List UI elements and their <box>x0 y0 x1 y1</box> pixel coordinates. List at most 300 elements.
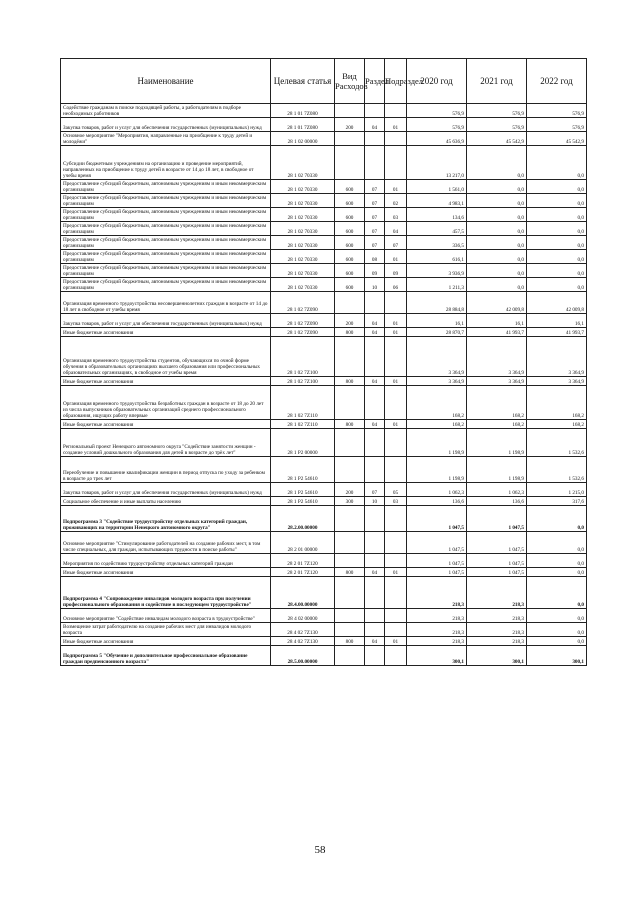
row-code: 28 1 02 7Z110 <box>271 386 335 420</box>
row-value-2020: 616,1 <box>407 250 467 264</box>
row-section: 04 <box>365 420 385 429</box>
row-value-2022: 3 364,9 <box>527 337 587 377</box>
row-value-2020: 168,2 <box>407 420 467 429</box>
row-code: 28 1 P2 00000 <box>271 429 335 457</box>
table-row <box>61 623 587 637</box>
row-value-2022: 168,2 <box>527 420 587 429</box>
row-code: 28 1 02 70330 <box>271 208 335 222</box>
row-section: 04 <box>365 118 385 132</box>
row-subsection <box>385 292 407 314</box>
row-code: 28 1 02 70330 <box>271 250 335 264</box>
row-value-2021: 3 364,9 <box>467 377 527 386</box>
row-value-2021: 0,0 <box>467 264 527 278</box>
row-value-2020: 3 364,9 <box>407 337 467 377</box>
row-value-2021: 576,9 <box>467 104 527 118</box>
row-section: 04 <box>365 377 385 386</box>
row-section <box>365 429 385 457</box>
row-section <box>365 532 385 554</box>
row-value-2020: 218,3 <box>407 609 467 623</box>
row-subsection <box>385 429 407 457</box>
row-section: 07 <box>365 483 385 497</box>
row-subsection <box>385 609 407 623</box>
row-value-2020: 168,2 <box>407 386 467 420</box>
row-subsection: 03 <box>385 208 407 222</box>
row-type: 300 <box>335 497 365 506</box>
row-subsection: 01 <box>385 637 407 646</box>
row-name: Предоставление субсидий бюджетным, автономным учреждениям и иным некоммерческим организациям <box>61 194 271 208</box>
row-code: 28 1 01 7Z080 <box>271 104 335 118</box>
row-value-2020: 1 062,3 <box>407 483 467 497</box>
row-code: 28 1 02 70330 <box>271 236 335 250</box>
row-value-2020: 134,6 <box>407 208 467 222</box>
row-value-2021: 576,9 <box>467 118 527 132</box>
table-row <box>61 386 587 420</box>
row-name: Иные бюджетные ассигнования <box>61 328 271 337</box>
row-value-2021: 1 047,5 <box>467 532 527 554</box>
table-row <box>61 483 587 497</box>
row-value-2021: 1 047,5 <box>467 568 527 577</box>
row-subsection <box>385 623 407 637</box>
row-value-2021: 218,3 <box>467 623 527 637</box>
row-value-2021: 42 009,8 <box>467 292 527 314</box>
row-code: 28 4 02 7Z130 <box>271 637 335 646</box>
row-subsection: 01 <box>385 314 407 328</box>
row-value-2021: 1 047,5 <box>467 554 527 568</box>
row-subsection <box>385 337 407 377</box>
row-code: 28 1 02 7Z090 <box>271 292 335 314</box>
row-value-2021: 136,6 <box>467 497 527 506</box>
row-name: Подпрограмма 4 "Сопровождение инвалидов молодого возраста при получении профессионального образования и содействие в последующем трудоустройстве" <box>61 577 271 609</box>
row-code: 28 1 02 00000 <box>271 132 335 146</box>
table-row <box>61 278 587 292</box>
header-2020: 2020 год <box>407 59 467 104</box>
table-row <box>61 377 587 386</box>
row-value-2022: 1 532,6 <box>527 429 587 457</box>
row-value-2020: 336,5 <box>407 236 467 250</box>
row-name: Содействие гражданам в поиске подходящей работы, а работодателям в подборе необходимых работников <box>61 104 271 118</box>
table-row <box>61 577 587 609</box>
row-value-2021: 0,0 <box>467 180 527 194</box>
row-value-2021: 218,3 <box>467 577 527 609</box>
row-section <box>365 132 385 146</box>
row-type: 800 <box>335 328 365 337</box>
row-name: Организация временного трудоустройства несовершеннолетних граждан в возрасте от 14 до 18 лет в свободное от учебы время <box>61 292 271 314</box>
row-value-2022: 0,0 <box>527 250 587 264</box>
row-section: 07 <box>365 236 385 250</box>
row-type <box>335 429 365 457</box>
row-value-2020: 218,3 <box>407 623 467 637</box>
row-value-2020: 300,1 <box>407 646 467 666</box>
row-subsection: 01 <box>385 328 407 337</box>
row-section <box>365 457 385 483</box>
row-code: 28 4 02 00000 <box>271 609 335 623</box>
row-value-2021: 41 993,7 <box>467 328 527 337</box>
header-name: Наименование <box>61 59 271 104</box>
row-type: 800 <box>335 420 365 429</box>
row-value-2020: 1 047,5 <box>407 506 467 532</box>
row-code: 28 2 01 7Z120 <box>271 568 335 577</box>
row-value-2020: 1 211,3 <box>407 278 467 292</box>
row-name: Закупка товаров, работ и услуг для обеспечения государственных (муниципальных) нужд <box>61 118 271 132</box>
table-row <box>61 250 587 264</box>
row-name: Закупка товаров, работ и услуг для обеспечения государственных (муниципальных) нужд <box>61 483 271 497</box>
row-code: 28 1 02 70330 <box>271 264 335 278</box>
row-type <box>335 609 365 623</box>
row-type: 800 <box>335 637 365 646</box>
row-section <box>365 577 385 609</box>
row-value-2022: 576,9 <box>527 118 587 132</box>
row-value-2020: 16,1 <box>407 314 467 328</box>
row-value-2020: 218,3 <box>407 637 467 646</box>
row-value-2020: 28 884,8 <box>407 292 467 314</box>
header-subsection: Подраздел <box>385 59 407 104</box>
row-type: 600 <box>335 264 365 278</box>
row-type: 600 <box>335 236 365 250</box>
row-type: 600 <box>335 250 365 264</box>
row-subsection <box>385 506 407 532</box>
table-row <box>61 637 587 646</box>
row-value-2020: 1 561,0 <box>407 180 467 194</box>
row-section: 10 <box>365 497 385 506</box>
row-section: 09 <box>365 264 385 278</box>
row-section <box>365 292 385 314</box>
row-value-2020: 218,3 <box>407 577 467 609</box>
row-value-2022: 1 532,6 <box>527 457 587 483</box>
row-value-2022: 0,0 <box>527 236 587 250</box>
row-value-2021: 0,0 <box>467 236 527 250</box>
row-value-2021: 300,1 <box>467 646 527 666</box>
row-name: Иные бюджетные ассигнования <box>61 420 271 429</box>
row-value-2020: 28 870,7 <box>407 328 467 337</box>
row-code: 28 1 02 70330 <box>271 146 335 180</box>
row-code: 28.2.00.00000 <box>271 506 335 532</box>
row-value-2020: 45 636,9 <box>407 132 467 146</box>
row-code: 28 1 02 7Z100 <box>271 377 335 386</box>
row-value-2022: 0,0 <box>527 222 587 236</box>
table-row <box>61 429 587 457</box>
row-name: Переобучение и повышение квалификации женщин в период отпуска по уходу за ребенком в возрасте до трех лет <box>61 457 271 483</box>
row-value-2022: 0,0 <box>527 532 587 554</box>
row-value-2022: 0,0 <box>527 637 587 646</box>
row-type <box>335 554 365 568</box>
row-name: Основное мероприятие "Содействие инвалидам молодого возраста в трудоустройстве" <box>61 609 271 623</box>
row-value-2021: 218,3 <box>467 609 527 623</box>
row-value-2022: 168,2 <box>527 386 587 420</box>
table-row <box>61 146 587 180</box>
row-type <box>335 386 365 420</box>
row-name: Иные бюджетные ассигнования <box>61 377 271 386</box>
row-name: Возмещение затрат работодателю на создание рабочих мест для инвалидов молодого возраста <box>61 623 271 637</box>
row-subsection <box>385 132 407 146</box>
row-subsection <box>385 646 407 666</box>
row-value-2021: 1 198,9 <box>467 457 527 483</box>
row-section <box>365 646 385 666</box>
row-section: 04 <box>365 328 385 337</box>
row-value-2020: 13 217,0 <box>407 146 467 180</box>
row-type: 800 <box>335 377 365 386</box>
row-name: Организация временного трудоустройства студентов, обучающихся по очной форме обучения в образовательных организациях высшего образования или профессиональных образовательных организациях, в свободное от учебы время <box>61 337 271 377</box>
row-subsection <box>385 386 407 420</box>
row-name: Основное мероприятие "Мероприятия, направленные на приобщение к труду детей и молодёжи" <box>61 132 271 146</box>
header-2022: 2022 год <box>527 59 587 104</box>
row-value-2022: 0,0 <box>527 264 587 278</box>
table-row <box>61 194 587 208</box>
row-name: Предоставление субсидий бюджетным, автономным учреждениям и иным некоммерческим организациям <box>61 208 271 222</box>
table-row <box>61 292 587 314</box>
row-type <box>335 292 365 314</box>
table-row <box>61 208 587 222</box>
row-code: 28.4.00.00000 <box>271 577 335 609</box>
table-row <box>61 264 587 278</box>
row-subsection: 01 <box>385 180 407 194</box>
row-subsection: 01 <box>385 568 407 577</box>
row-name: Субсидии бюджетным учреждениям на организацию и проведение мероприятий, направленных на приобщение к труду детей в возрасте от 14 до 18 лет, в свободное от учебы время <box>61 146 271 180</box>
row-value-2021: 0,0 <box>467 194 527 208</box>
row-section: 04 <box>365 637 385 646</box>
row-section: 07 <box>365 194 385 208</box>
row-subsection: 07 <box>385 236 407 250</box>
row-section: 08 <box>365 250 385 264</box>
row-value-2022: 317,6 <box>527 497 587 506</box>
table-row <box>61 180 587 194</box>
row-section <box>365 623 385 637</box>
row-type <box>335 146 365 180</box>
row-code: 28 1 02 7Z090 <box>271 314 335 328</box>
row-value-2022: 0,0 <box>527 180 587 194</box>
table-row <box>61 236 587 250</box>
row-type <box>335 337 365 377</box>
row-value-2020: 1 047,5 <box>407 532 467 554</box>
row-value-2022: 1 215,0 <box>527 483 587 497</box>
row-subsection <box>385 146 407 180</box>
row-subsection: 02 <box>385 194 407 208</box>
budget-table-sheet <box>60 58 586 666</box>
row-name: Подпрограмма 3 "Содействие трудоустройству отдельных категорий граждан, проживающих на территории Ненецкого автономного округа" <box>61 506 271 532</box>
row-type: 600 <box>335 222 365 236</box>
row-section: 07 <box>365 180 385 194</box>
row-value-2022: 3 364,9 <box>527 377 587 386</box>
row-value-2022: 576,9 <box>527 104 587 118</box>
row-code: 28 2 01 00000 <box>271 532 335 554</box>
row-code: 28 1 02 70330 <box>271 222 335 236</box>
row-section <box>365 386 385 420</box>
row-code: 28 4 02 7Z130 <box>271 623 335 637</box>
row-subsection: 04 <box>385 222 407 236</box>
row-type: 600 <box>335 194 365 208</box>
row-value-2021: 1 062,3 <box>467 483 527 497</box>
row-name: Предоставление субсидий бюджетным, автономным учреждениям и иным некоммерческим организациям <box>61 180 271 194</box>
row-value-2020: 3 936,9 <box>407 264 467 278</box>
row-name: Основное мероприятие "Стимулирование работодателей на создание рабочих мест, в том числе специальных, для граждан, испытывающих трудности в поиске работы" <box>61 532 271 554</box>
row-subsection <box>385 457 407 483</box>
row-value-2021: 0,0 <box>467 250 527 264</box>
row-value-2022: 0,0 <box>527 623 587 637</box>
row-name: Предоставление субсидий бюджетным, автономным учреждениям и иным некоммерческим организациям <box>61 250 271 264</box>
row-code: 28 2 01 7Z120 <box>271 554 335 568</box>
row-value-2022: 0,0 <box>527 194 587 208</box>
row-value-2021: 0,0 <box>467 146 527 180</box>
row-section: 07 <box>365 222 385 236</box>
row-value-2022: 41 993,7 <box>527 328 587 337</box>
row-value-2021: 168,2 <box>467 420 527 429</box>
table-header-row <box>61 59 587 104</box>
row-value-2020: 457,5 <box>407 222 467 236</box>
row-type: 600 <box>335 208 365 222</box>
row-code: 28 1 P2 54610 <box>271 483 335 497</box>
row-section <box>365 554 385 568</box>
row-value-2021: 1 198,9 <box>467 429 527 457</box>
row-value-2021: 218,3 <box>467 637 527 646</box>
row-type: 600 <box>335 278 365 292</box>
row-subsection: 03 <box>385 497 407 506</box>
row-value-2021: 168,2 <box>467 386 527 420</box>
row-type: 800 <box>335 568 365 577</box>
table-row <box>61 554 587 568</box>
row-value-2020: 1 047,5 <box>407 554 467 568</box>
row-name: Предоставление субсидий бюджетным, автономным учреждениям и иным некоммерческим организациям <box>61 222 271 236</box>
row-value-2020: 576,9 <box>407 118 467 132</box>
row-name: Региональный проект Ненецкого автономного округа "Содействие занятости женщин - создание условий дошкольного образования для детей в возрасте до трёх лет" <box>61 429 271 457</box>
header-2021: 2021 год <box>467 59 527 104</box>
row-value-2020: 1 198,9 <box>407 457 467 483</box>
row-value-2022: 0,0 <box>527 554 587 568</box>
row-value-2021: 0,0 <box>467 222 527 236</box>
row-code: 28 1 P2 54610 <box>271 457 335 483</box>
table-body <box>61 104 587 666</box>
row-value-2022: 0,0 <box>527 568 587 577</box>
row-name: Предоставление субсидий бюджетным, автономным учреждениям и иным некоммерческим организациям <box>61 236 271 250</box>
row-type <box>335 623 365 637</box>
row-code: 28 1 02 7Z090 <box>271 328 335 337</box>
row-subsection <box>385 577 407 609</box>
row-value-2022: 45 542,9 <box>527 132 587 146</box>
table-row <box>61 532 587 554</box>
row-type <box>335 506 365 532</box>
row-name: Предоставление субсидий бюджетным, автономным учреждениям и иным некоммерческим организациям <box>61 278 271 292</box>
row-subsection: 01 <box>385 250 407 264</box>
row-name: Организация временного трудоустройства безработных граждан в возрасте от 18 до 20 лет из числа выпускников образовательных организаций среднего профессионального образования, ищущих работу впервые <box>61 386 271 420</box>
row-value-2022: 0,0 <box>527 577 587 609</box>
row-code: 28 1 02 70330 <box>271 180 335 194</box>
row-value-2022: 300,1 <box>527 646 587 666</box>
row-subsection: 01 <box>385 118 407 132</box>
row-type <box>335 646 365 666</box>
row-value-2022: 42 009,8 <box>527 292 587 314</box>
row-value-2020: 1 198,9 <box>407 429 467 457</box>
row-section <box>365 609 385 623</box>
row-code: 28 1 02 70330 <box>271 278 335 292</box>
row-value-2021: 0,0 <box>467 208 527 222</box>
row-code: 28.5.00.00000 <box>271 646 335 666</box>
row-subsection <box>385 554 407 568</box>
row-subsection: 01 <box>385 420 407 429</box>
row-subsection: 05 <box>385 483 407 497</box>
row-value-2020: 1 047,5 <box>407 568 467 577</box>
row-name: Иные бюджетные ассигнования <box>61 568 271 577</box>
row-value-2022: 0,0 <box>527 609 587 623</box>
row-type: 600 <box>335 180 365 194</box>
table-row <box>61 118 587 132</box>
row-section <box>365 506 385 532</box>
row-name: Закупка товаров, работ и услуг для обеспечения государственных (муниципальных) нужд <box>61 314 271 328</box>
row-value-2021: 1 047,5 <box>467 506 527 532</box>
row-value-2021: 45 542,9 <box>467 132 527 146</box>
row-type: 200 <box>335 314 365 328</box>
row-section <box>365 337 385 377</box>
row-value-2020: 576,9 <box>407 104 467 118</box>
header-code: Целевая статья <box>271 59 335 104</box>
table-row <box>61 646 587 666</box>
row-value-2022: 16,1 <box>527 314 587 328</box>
row-type <box>335 532 365 554</box>
row-type <box>335 104 365 118</box>
row-section: 04 <box>365 314 385 328</box>
row-name: Подпрограмма 5 "Обучение и дополнительное профессиональное образование граждан предпенсионного возраста" <box>61 646 271 666</box>
row-code: 28 1 02 7Z110 <box>271 420 335 429</box>
row-type: 200 <box>335 483 365 497</box>
row-type <box>335 457 365 483</box>
row-subsection: 01 <box>385 377 407 386</box>
table-row <box>61 328 587 337</box>
page-number: 58 <box>314 844 326 856</box>
table-row <box>61 609 587 623</box>
row-type <box>335 132 365 146</box>
row-value-2020: 3 364,9 <box>407 377 467 386</box>
row-value-2022: 0,0 <box>527 506 587 532</box>
table-row <box>61 222 587 236</box>
row-value-2020: 136,6 <box>407 497 467 506</box>
row-value-2021: 3 364,9 <box>467 337 527 377</box>
row-code: 28 1 P2 54610 <box>271 497 335 506</box>
row-subsection: 09 <box>385 264 407 278</box>
row-section: 10 <box>365 278 385 292</box>
row-type: 200 <box>335 118 365 132</box>
table-row <box>61 457 587 483</box>
table-row <box>61 420 587 429</box>
header-type: Вид Расходов <box>335 59 365 104</box>
row-code: 28 1 01 7Z080 <box>271 118 335 132</box>
row-value-2022: 0,0 <box>527 278 587 292</box>
row-type <box>335 577 365 609</box>
table-row <box>61 132 587 146</box>
row-name: Иные бюджетные ассигнования <box>61 637 271 646</box>
header-section: Раздел <box>365 59 385 104</box>
row-section <box>365 146 385 180</box>
row-value-2021: 0,0 <box>467 278 527 292</box>
row-value-2022: 0,0 <box>527 208 587 222</box>
table-row <box>61 337 587 377</box>
row-code: 28 1 02 70330 <box>271 194 335 208</box>
table-row <box>61 314 587 328</box>
row-section: 07 <box>365 208 385 222</box>
table-row <box>61 497 587 506</box>
table-row <box>61 568 587 577</box>
row-value-2020: 4 983,1 <box>407 194 467 208</box>
row-name: Социальное обеспечение и иные выплаты населению <box>61 497 271 506</box>
budget-table <box>60 58 587 666</box>
row-section <box>365 104 385 118</box>
row-name: Мероприятия по содействию трудоустройству отдельных категорий граждан <box>61 554 271 568</box>
table-row <box>61 104 587 118</box>
row-subsection: 06 <box>385 278 407 292</box>
row-section: 04 <box>365 568 385 577</box>
row-value-2021: 16,1 <box>467 314 527 328</box>
row-name: Предоставление субсидий бюджетным, автономным учреждениям и иным некоммерческим организациям <box>61 264 271 278</box>
table-row <box>61 506 587 532</box>
row-subsection <box>385 532 407 554</box>
row-subsection <box>385 104 407 118</box>
row-value-2022: 0,0 <box>527 146 587 180</box>
